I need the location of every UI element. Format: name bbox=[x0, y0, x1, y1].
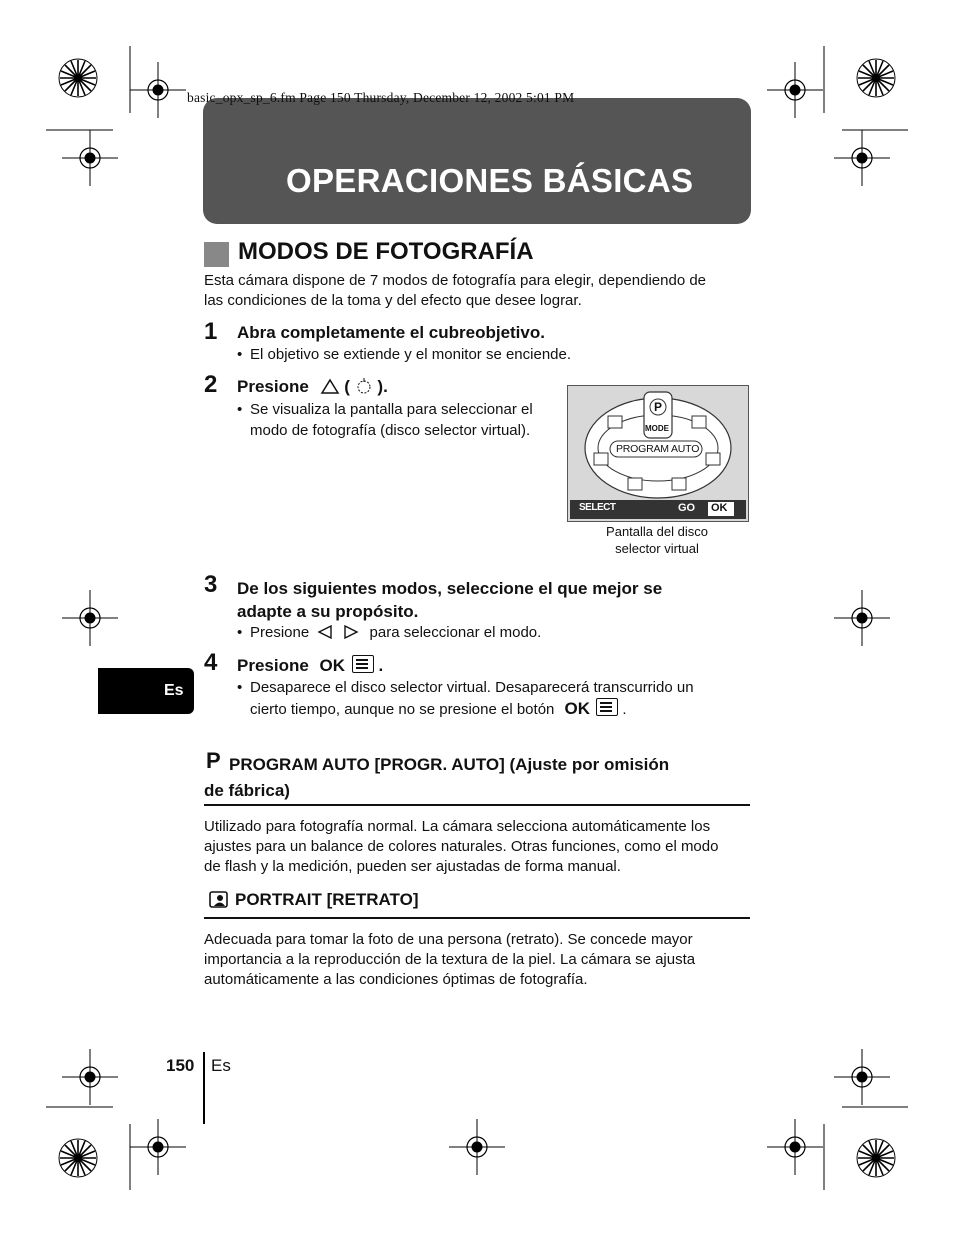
program-auto-heading: PROGRAM AUTO [PROGR. AUTO] (Ajuste por omisión de fábrica) bbox=[204, 755, 670, 800]
page-number: 150 bbox=[166, 1056, 195, 1075]
intro-text: Esta cámara dispone de 7 modos de fotografía para elegir, dependiendo de las condiciones de la toma y del efecto que desee lograr. bbox=[204, 272, 707, 309]
portrait-body: Adecuada para tomar la foto de una persona (retrato). Se concede mayor importancia a la reproducción de la textura de la piel. La cámara se ajusta automáticamente a las condiciones óptimas de fotografía. bbox=[204, 931, 696, 988]
step-bullet: • Presione para seleccionar el modo. bbox=[237, 624, 542, 641]
ok-button-glyph: OK bbox=[564, 699, 591, 718]
left-right-arrows-icon bbox=[317, 624, 361, 640]
divider bbox=[204, 804, 750, 806]
step-bullet: • El objetivo se extiende y el monitor se enciende. bbox=[237, 346, 572, 363]
step-heading: Presione ( ). bbox=[237, 377, 388, 396]
program-auto-body: Utilizado para fotografía normal. La cámara selecciona automáticamente los ajustes para un balance de colores naturales. Otras funciones, como el modo de flash y la medición, pueden ser ajustadas de forma manual. bbox=[204, 818, 719, 875]
portrait-mode-icon bbox=[209, 891, 229, 909]
menu-icon bbox=[596, 698, 618, 716]
print-header: basic_opx_sp_6.fm Page 150 Thursday, December 12, 2002 5:01 PM bbox=[187, 90, 575, 105]
language-tab: Es bbox=[98, 668, 194, 714]
virtual-dial-screen bbox=[567, 385, 749, 522]
step-number: 2 bbox=[204, 371, 218, 398]
select-label: SELECT bbox=[579, 502, 616, 513]
mode-label: MODE bbox=[645, 424, 669, 433]
mode-dial-icon bbox=[355, 377, 373, 395]
footer-rule bbox=[203, 1052, 205, 1124]
step-heading: Abra completamente el cubreobjetivo. bbox=[237, 323, 545, 342]
step-bullet: • Se visualiza la pantalla para seleccionar el modo de fotografía (disco selector virtual). bbox=[237, 401, 533, 439]
up-arrow-icon bbox=[320, 378, 340, 394]
step-number: 1 bbox=[204, 318, 218, 345]
chapter-banner bbox=[203, 98, 751, 224]
portrait-heading: PORTRAIT [RETRATO] bbox=[235, 890, 419, 909]
step-number: 3 bbox=[204, 571, 218, 598]
footer-language: Es bbox=[211, 1056, 231, 1075]
divider bbox=[204, 917, 750, 919]
mode-p-label: P bbox=[654, 400, 663, 414]
step-number: 4 bbox=[204, 649, 218, 676]
ok-label: OK bbox=[711, 502, 728, 514]
chapter-title: OPERACIONES BÁSICAS bbox=[286, 162, 694, 199]
step-heading: Presione OK . bbox=[237, 656, 384, 675]
ok-button-glyph: OK bbox=[319, 656, 346, 675]
screen-caption: Pantalla del disco selector virtual bbox=[606, 524, 708, 556]
program-mode-icon: P bbox=[206, 748, 221, 773]
go-label: GO bbox=[678, 502, 696, 514]
step-bullet: • Desaparece el disco selector virtual. Desaparecerá transcurrido un cierto tiempo, aunque no se presione el botón OK . bbox=[237, 679, 694, 718]
step-heading: De los siguientes modos, seleccione el que mejor se adapte a su propósito. bbox=[237, 579, 663, 621]
program-auto-label: PROGRAM AUTO bbox=[616, 443, 700, 455]
section-title: MODOS DE FOTOGRAFÍA bbox=[238, 238, 534, 265]
section-marker bbox=[204, 242, 229, 267]
menu-icon bbox=[352, 655, 374, 673]
